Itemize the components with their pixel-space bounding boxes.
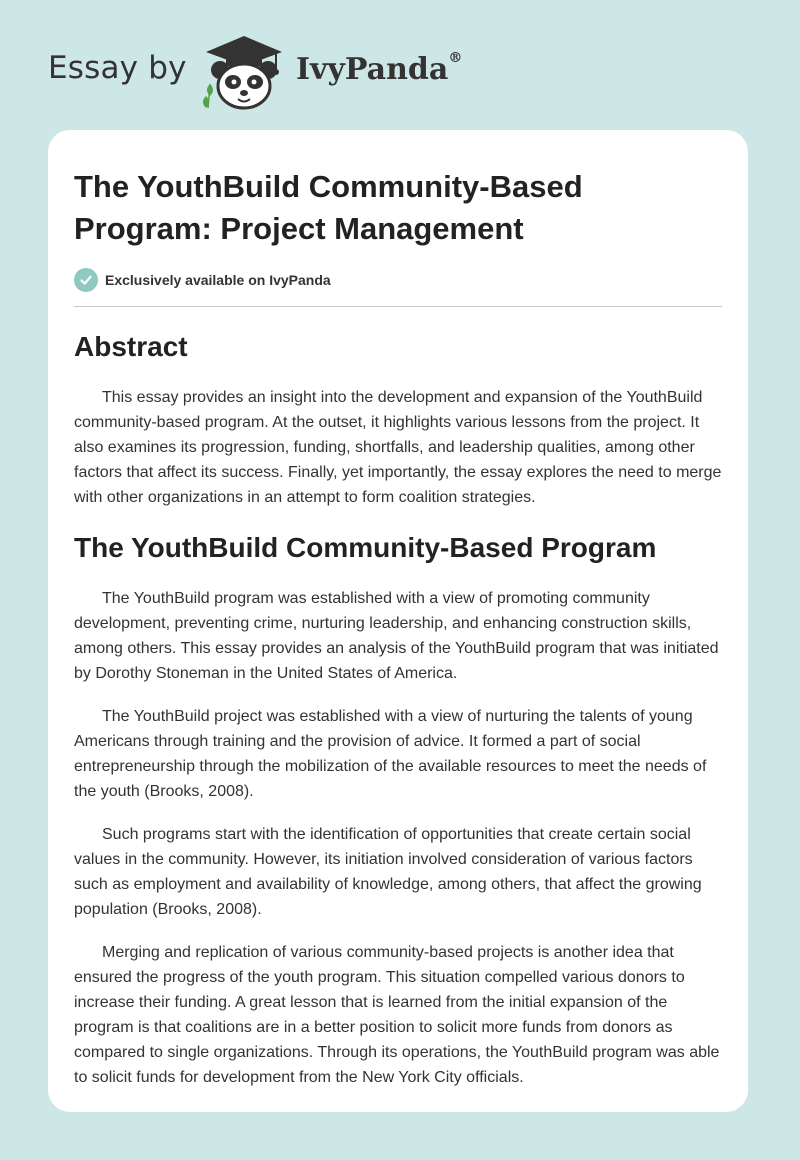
body-paragraph: Such programs start with the identification of opportunities that create certain social values in the community. However, its initiation involved consideration of various factors such as employment and availability of knowledge, among others, that affect the growing population (Brooks, 2008). xyxy=(74,826,702,918)
brand-text: IvyPanda xyxy=(296,52,449,87)
section-heading: The YouthBuild Community-Based Program xyxy=(74,532,657,563)
brand-name[interactable] xyxy=(296,52,462,87)
abstract-heading: Abstract xyxy=(74,331,188,362)
check-icon xyxy=(74,268,98,292)
exclusive-label: Exclusively available on IvyPanda xyxy=(105,272,331,288)
body-paragraph: Merging and replication of various community-based projects is another idea that ensured the progress of the youth program. This situation compelled various donors to increase their funding. A great lesson that is learned from the initial expansion of the program is that coalitions are in a better position to solicit more funds from donors as compared to single organizations. Through its operations, the YouthBuild program was able to solicit funds for development from the New York City officials. xyxy=(74,944,720,1086)
essay-by-label: Essay by xyxy=(48,50,187,86)
essay-content xyxy=(74,166,722,1090)
essay-card xyxy=(48,130,748,1112)
exclusive-badge xyxy=(74,266,722,294)
site-header xyxy=(0,0,800,130)
panda-graduate-icon[interactable] xyxy=(196,32,292,112)
abstract-paragraph: This essay provides an insight into the development and expansion of the YouthBuild community-based program. At the outset, it highlights various lessons from the project. It also examines its progression, funding, shortfalls, and leadership qualities, among other factors that affect its success. Finally, yet importantly, the essay explores the need to merge with other organizations in an attempt to form coalition strategies. xyxy=(74,389,722,506)
registered-mark: ® xyxy=(448,50,463,66)
page-title: The YouthBuild Community-Based Program: Project Management xyxy=(74,169,583,246)
title-divider xyxy=(74,306,722,307)
body-paragraph: The YouthBuild program was established with a view of promoting community development, preventing crime, nurturing leadership, and enhancing construction skills, among others. This essay provides an analysis of the YouthBuild program that was initiated by Dorothy Stoneman in the United States of America. xyxy=(74,590,719,682)
body-paragraph: The YouthBuild project was established with a view of nurturing the talents of young Americans through training and the provision of advice. It formed a part of social entrepreneurship through the mobilization of the available resources to meet the needs of the youth (Brooks, 2008). xyxy=(74,708,707,800)
